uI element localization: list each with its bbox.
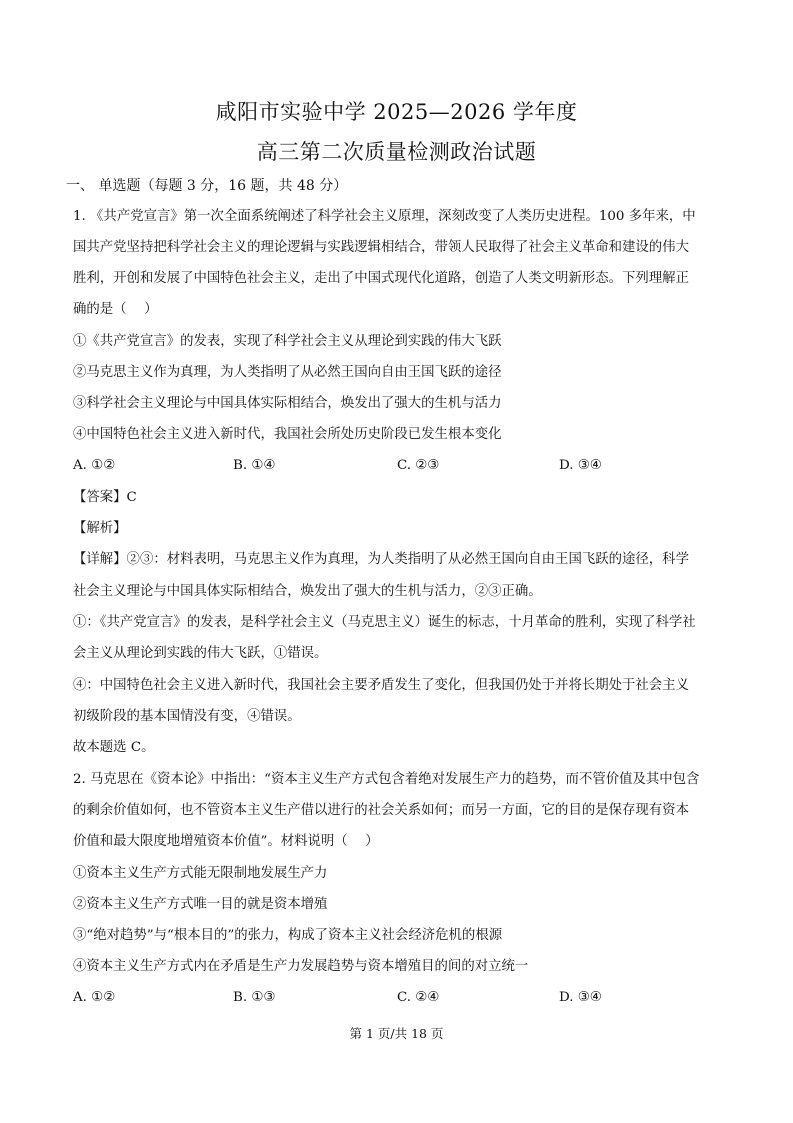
statement-item: ②资本主义生产方式唯一目的就是资本增殖 xyxy=(73,897,328,912)
question-stem-line: 的剩余价值如何，也不管资本主义生产借以进行的社会关系如何；而另一方面，它的目的是保存现有资本 xyxy=(73,803,689,818)
statement-item: ②马克思主义作为真理，为人类指明了从必然王国向自由王国飞跃的途径 xyxy=(73,365,502,380)
statement-item: ①资本主义生产方式能无限制地发展生产力 xyxy=(73,866,328,881)
statement-item: ③“绝对趋势”与“根本目的”的张力，构成了资本主义社会经济危机的根源 xyxy=(73,928,503,943)
statement-item: ④资本主义生产方式内在矛盾是生产力发展趋势与资本增殖目的间的对立统一 xyxy=(73,959,529,974)
analysis-line: 社会主义理论与中国具体实际相结合，焕发出了强大的生机与活力，②③正确。 xyxy=(73,584,542,599)
document-title-line1: 咸阳市实验中学 2025—2026 学年度 xyxy=(215,100,578,124)
option-d: D. ③④ xyxy=(559,458,602,473)
question-stem-line: 确的是（ ） xyxy=(73,302,158,317)
statement-item: ③科学社会主义理论与中国具体实际相结合，焕发出了强大的生机与活力 xyxy=(73,396,502,411)
statement-item: ①《共产党宣言》的发表，实现了科学社会主义从理论到实践的伟大飞跃 xyxy=(73,334,502,349)
document-title-line2: 高三第二次质量检测政治试题 xyxy=(256,140,537,164)
analysis-line: ④：中国特色社会主义进入新时代，我国社会主要矛盾发生了变化，但我国仍处于并将长期处于社会主义 xyxy=(73,678,689,693)
analysis-label: 【解析】 xyxy=(73,521,127,536)
analysis-line: ①：《共产党宣言》的发表，是科学社会主义（马克思主义）诞生的标志，十月革命的胜利，实现了科学社 xyxy=(73,615,696,630)
option-a: A. ①② xyxy=(73,458,116,473)
analysis-line: 故本题选 C。 xyxy=(73,740,155,755)
question-stem-line: 2. 马克思在《资本论》中指出：“资本主义生产方式包含着绝对发展生产力的趋势，而不管价值及其中包含 xyxy=(73,772,700,787)
answer-label: 【答案】C xyxy=(73,490,137,505)
option-c: C. ②④ xyxy=(397,990,440,1005)
page-footer: 第 1 页/共 18 页 xyxy=(349,1026,444,1041)
question-stem-line: 1. 《共产党宣言》第一次全面系统阐述了科学社会主义原理，深刻改变了人类历史进程。100 多年来，中 xyxy=(73,209,696,224)
question-stem-line: 国共产党坚持把科学社会主义的理论逻辑与实践逻辑相结合，带领人民取得了社会主义革命和建设的伟大 xyxy=(73,240,689,255)
analysis-line: 【详解】②③：材料表明，马克思主义作为真理，为人类指明了从必然王国向自由王国飞跃的途径，科学 xyxy=(73,552,689,567)
option-c: C. ②③ xyxy=(397,458,440,473)
section-heading: 一、 单选题（每题 3 分，16 题，共 48 分） xyxy=(66,178,348,194)
analysis-line: 初级阶段的基本国情没有变，④错误。 xyxy=(73,709,301,724)
statement-item: ④中国特色社会主义进入新时代，我国社会所处历史阶段已发生根本变化 xyxy=(73,427,502,442)
option-d: D. ③④ xyxy=(559,990,602,1005)
option-b: B. ①④ xyxy=(233,458,276,473)
question-stem-line: 价值和最大限度地增殖资本价值”。材料说明（ ） xyxy=(73,834,379,849)
analysis-line: 会主义从理论到实践的伟大飞跃，①错误。 xyxy=(73,646,328,661)
option-b: B. ①③ xyxy=(233,990,276,1005)
question-stem-line: 胜利，开创和发展了中国特色社会主义，走出了中国式现代化道路，创造了人类文明新形态。下列理解正 xyxy=(73,271,689,286)
option-a: A. ①② xyxy=(73,990,116,1005)
